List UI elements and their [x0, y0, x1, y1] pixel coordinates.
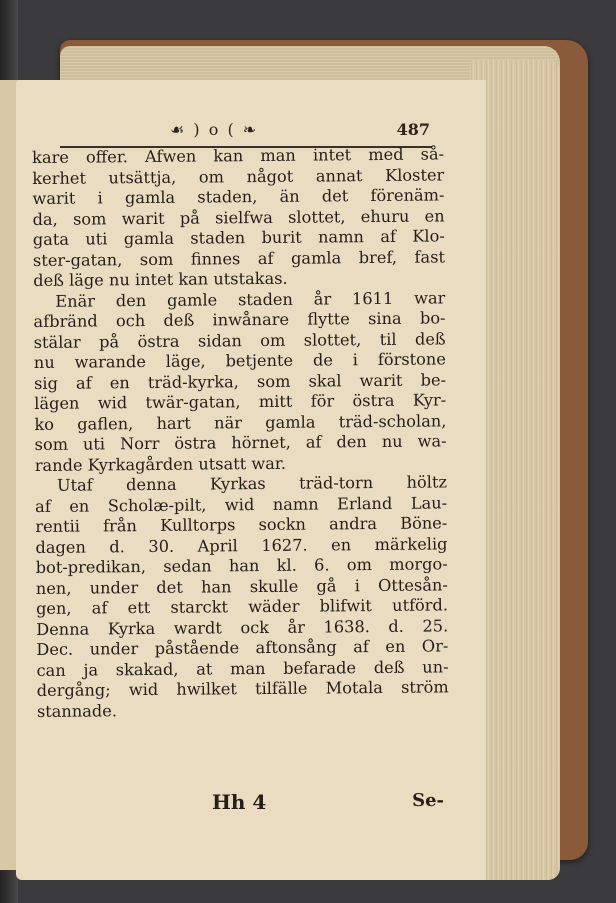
text-line: kerhet utsättja, om något annat Kloster	[32, 164, 445, 188]
text-line: rande Kyrkagården utsatt war.	[34, 453, 287, 475]
text-line: deß läge nu intet kan utstakas.	[33, 268, 288, 290]
text-line: bot-predikan, sedan han kl. 6. om morgo-	[35, 554, 448, 577]
text-line: Utaf denna Kyrkas träd-torn höltz	[56, 472, 448, 495]
text-line: ster-gatan, som finnes af gamla bref, fast	[32, 246, 446, 270]
text-line: nu warande läge, betjente de i förstone	[33, 349, 446, 372]
page-footer	[32, 790, 444, 820]
text-line: gata uti gamla staden burit namn af Klo-	[32, 226, 445, 249]
header-ornament: ☙ ) o ( ❧	[170, 120, 259, 139]
text-line: lägen wid twär-gatan, mitt för östra Kyr-	[34, 390, 447, 413]
signature-mark: Hh 4	[212, 790, 267, 814]
text-line: af en Scholæ-pilt, wid namn Erland Lau-	[35, 492, 448, 516]
text-line: rentii från Kulltorps sockn andra Böne-	[35, 513, 448, 536]
text-line: kare offer. Afwen kan man intet med så-	[32, 144, 445, 167]
text-line: dergång; wid hwilket tilfälle Motala ström	[36, 677, 449, 700]
text-line: stannade.	[36, 700, 118, 721]
text-line: dagen d. 30. April 1627. en märkelig	[35, 533, 448, 557]
text-line: Denna Kyrka wardt ock år 1638. d. 25.	[36, 615, 449, 639]
running-header	[60, 120, 430, 146]
text-line: can ja skakad, at man befarade deß un-	[36, 656, 449, 680]
text-line: Dec. under påstående aftonsång af en Or-	[36, 636, 449, 659]
text-line: da, som warit på sielfwa slottet, ehuru en	[32, 205, 445, 229]
text-line: sig af en träd-kyrka, som skal warit be-	[33, 369, 447, 393]
text-line: Enär den gamle staden år 1611 war	[55, 287, 446, 311]
text-line: nen, under det han skulle gå i Ottesån-	[35, 574, 448, 598]
text-line: gen, af ett starckt wäder blifwit utförd.	[35, 595, 449, 618]
catchword: Se-	[412, 790, 444, 811]
text-line: warit i gamla staden, än det förenäm-	[32, 185, 445, 208]
body-text	[32, 144, 449, 722]
text-line: som uti Norr östra hörnet, af den nu wa-	[34, 431, 447, 454]
text-line: afbränd och deß inwånare flytte sina bo-	[33, 308, 446, 331]
text-line: stälar på östra sidan om slottet, til deß	[33, 328, 446, 352]
page-number: 487	[396, 120, 430, 139]
text-line: ko gaflen, hart när gamla träd-scholan,	[34, 410, 447, 434]
